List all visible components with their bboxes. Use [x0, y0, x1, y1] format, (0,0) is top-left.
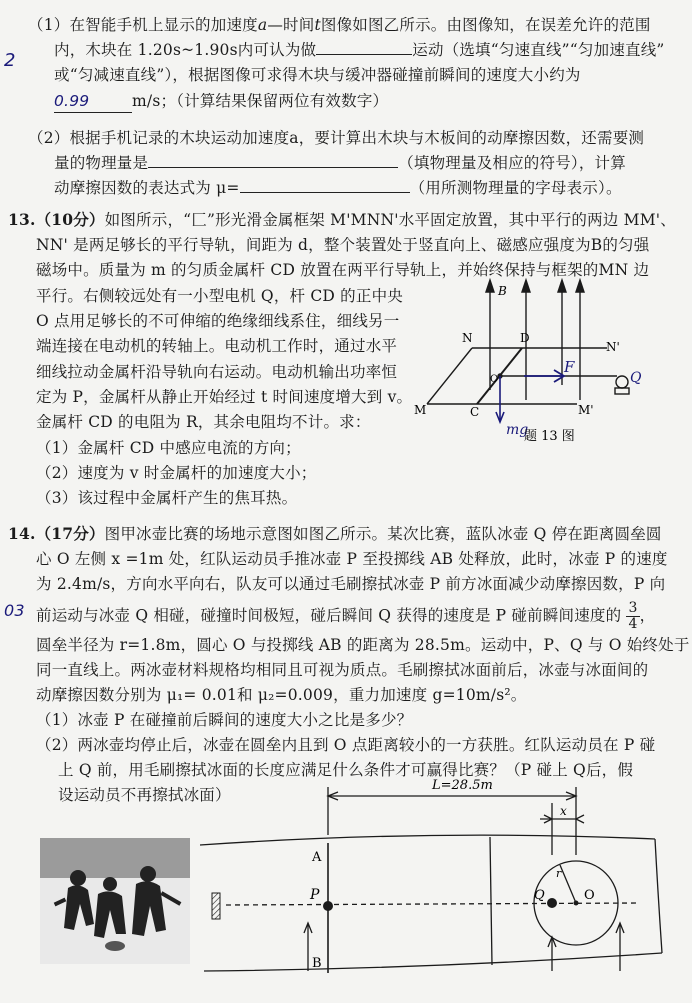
margin-mark-2: 03	[4, 601, 25, 620]
fig13-label-N: N	[462, 331, 473, 345]
rink-label-r: r	[556, 867, 562, 880]
stone-Q	[547, 898, 557, 908]
rink-bottom-edge	[204, 953, 662, 971]
q14-q2-line3: 设运动员不再擦拭冰面）	[58, 786, 231, 804]
margin-mark-1: 2	[4, 50, 16, 71]
part2-line1: （2）根据手机记录的木块运动加速度a，要计算出木块与木板间的动摩擦因数，还需要测	[28, 129, 645, 147]
rink-label-P: P	[310, 887, 320, 903]
q14-number: 14.（17分）	[8, 524, 105, 543]
stone-P	[323, 901, 333, 911]
rink-diagram	[200, 775, 670, 975]
rink-L-label: L=28.5m	[432, 778, 493, 793]
q14-line4: 前运动与冰壶 Q 相碰，碰撞时间极短，碰后瞬间 Q 获得的速度是 P 碰前瞬间速度的 $\frac{3}{4}$ ，	[36, 600, 656, 632]
q14-q2-line1: （2）两冰壶均停止后，冰壶在圆垒内且到 O 点距离较小的一方获胜。红队运动员在 P 碰	[36, 736, 656, 754]
q14-line2: 心 O 左侧 x =1m 处，红队运动员手推冰壶 P 至投掷线 AB 处释放，此时，冰壶 P 的速度	[36, 550, 668, 568]
q14-line5: 圆垒半径为 r=1.8m，圆心 O 与投掷线 AB 的距离为 28.5m。运动中，P、Q 与 O 始终处于	[36, 636, 690, 654]
fig13-caption: 题 13 图	[524, 429, 575, 444]
q14-line1: 14.（17分）图甲冰壶比赛的场地示意图如图乙所示。某次比赛，蓝队冰壶 Q 停在距离圆垒圆	[8, 524, 662, 543]
q13-line6: 端连接在电动机的转轴上。电动机工作时，通过水平	[36, 337, 398, 355]
q14-q1: （1）冰壶 P 在碰撞前后瞬间的速度大小之比是多少？	[36, 711, 413, 729]
fig13-hand-F: F	[564, 358, 575, 376]
q13-line7: 细线拉动金属杆沿导轨向右运动。电动机输出功率恒	[36, 363, 398, 381]
fig13-label-B: B	[498, 284, 507, 298]
fig13-hand-mg: mg	[506, 422, 529, 438]
fig13-label-Mprime: M'	[578, 403, 594, 417]
q13-sub3: （3）该过程中金属杆产生的焦耳热。	[36, 489, 298, 507]
rink-label-B: B	[312, 956, 322, 971]
handwritten-answer: 0.99	[54, 92, 90, 110]
fig13-label-C: C	[470, 405, 480, 419]
q13-sub1: （1）金属杆 CD 中感应电流的方向；	[36, 439, 301, 457]
rink-label-O: O	[584, 888, 595, 903]
part2-line2: 量的物理量是 （填物理量及相应的符号），计算	[54, 154, 626, 172]
q13-line5: O 点用足够长的不可伸缩的绝缘细线系住，细线另一	[36, 312, 400, 330]
curling-photo	[40, 838, 190, 964]
part1-line2: 内，木块在 1.20s~1.90s内可认为做 运动（选填“匀速直线”“匀加速直线”	[54, 41, 665, 59]
part1-line4: 0.99 m/s；（计算结果保留两位有效数字）	[54, 90, 388, 113]
rink-top-edge	[200, 835, 655, 845]
part2-line3: 动摩擦因数的表达式为 μ= （用所测物理量的字母表示）。	[54, 179, 622, 197]
fig13-hand-Q: Q	[630, 370, 642, 386]
q14-line6: 同一直线上。两冰壶材料规格均相同且可视为质点。毛刷擦拭冰面前后，冰壶与冰面间的	[36, 661, 649, 679]
q14-line7: 动摩擦因数分别为 μ₁= 0.01和 μ₂=0.009，重力加速度 g=10m/s²。	[36, 686, 527, 704]
q13-sub2: （2）速度为 v 时金属杆的加速度大小；	[36, 464, 317, 482]
rink-label-Q: Q	[534, 888, 545, 903]
rink-label-A: A	[312, 850, 322, 865]
center-O	[574, 901, 579, 906]
rink-x-label: x	[560, 804, 567, 818]
fig13-label-O: O	[490, 374, 499, 385]
part1-line3: 或“匀减速直线”），根据图像可求得木块与缓冲器碰撞前瞬间的速度大小约为	[54, 66, 581, 84]
q13-figure	[412, 270, 648, 460]
fig13-label-M: M	[414, 403, 427, 417]
q14-line3: 为 2.4m/s，方向水平向右，队友可以通过毛刷擦拭冰壶 P 前方冰面减少动摩擦因数，P 向	[36, 575, 666, 593]
q14-q2-line2: 上 Q 前，用毛刷擦拭冰面的长度应满足什么条件才可赢得比赛？（P 碰上 Q后，假	[58, 761, 634, 779]
q13-number: 13.（10分）	[8, 210, 105, 229]
fig13-label-Nprime: N'	[606, 340, 620, 354]
fig13-label-D: D	[520, 331, 530, 345]
part1-line1: （1）在智能手机上显示的加速度a—时间t图像如图乙所示。由图像知，在误差允许的范围	[28, 16, 651, 34]
q13-line3: 磁场中。质量为 m 的匀质金属杆 CD 放置在两平行导轨上，并始终保持与框架的MN 边	[36, 261, 650, 279]
q13-line9: 金属杆 CD 的电阻为 R，其余电阻均不计。求：	[36, 413, 371, 431]
q13-line1: 13.（10分）如图所示，“匚”形光滑金属框架 M'MNN'水平固定放置，其中平行的两边 MM'、	[8, 210, 676, 229]
frame-MN	[427, 348, 472, 404]
q13-line2: NN' 是两足够长的平行导轨，间距为 d，整个装置处于竖直向上、磁感应强度为B的匀强	[36, 236, 650, 254]
q13-line4: 平行。右侧较远处有一小型电机 Q，杆 CD 的正中央	[36, 287, 403, 305]
q13-line8: 定为 P，金属杆从静止开始经过 t 时间速度增大到 v。	[36, 388, 413, 406]
fraction-three-quarters: $\frac{3}{4}$	[628, 600, 638, 632]
motor-Q	[616, 376, 628, 388]
